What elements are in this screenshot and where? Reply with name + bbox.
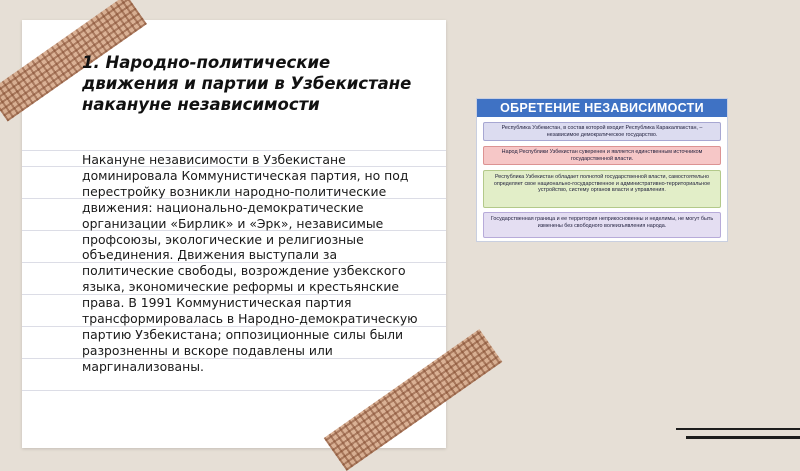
- slide-body-text: Накануне независимости в Узбекистане доминировала Коммунистическая партия, но под перестройку возникли народно-политические движения: национально-демократические организации «Бирлик» и «Эрк», независимые профсоюзы, экологические и религиозные объединения. Движения выступали за политические свободы, возрождение узбекского языка, экономические реформы и крестьянские права. В 1991 Коммунистическая партия трансформировалась в Народно-демократическую партию Узбекистана; оппозиционные силы были разрозненны и вскоре подавлены или маргинализованы.: [82, 152, 418, 374]
- infographic-box: Государственная граница и ее территория неприкосновенны и неделимы, не могут быть изменены без свободного волеизъявления народа.: [483, 212, 721, 238]
- infographic-title: ОБРЕТЕНИЕ НЕЗАВИСИМОСТИ: [477, 99, 727, 117]
- paper-rule: [22, 390, 446, 391]
- decorative-line: [686, 436, 800, 439]
- infographic-box: Республика Узбекистан, в состав которой входит Республика Каракалпакстан, – независимое демократическое государство.: [483, 122, 721, 141]
- infographic-box: Республика Узбекистан обладает полнотой государственной власти, самостоятельно определяет свое национально-государственное и административно-территориальное устройство, систему органов власти и управления.: [483, 170, 721, 208]
- decorative-line: [676, 428, 800, 430]
- slide-heading: 1. Народно-политические движения и партии в Узбекистане накануне независимости: [82, 53, 412, 114]
- paper-rule: [22, 150, 446, 151]
- independence-infographic: [476, 98, 728, 242]
- infographic-box: Народ Республики Узбекистан суверенен и является единственным источником государственной власти.: [483, 146, 721, 165]
